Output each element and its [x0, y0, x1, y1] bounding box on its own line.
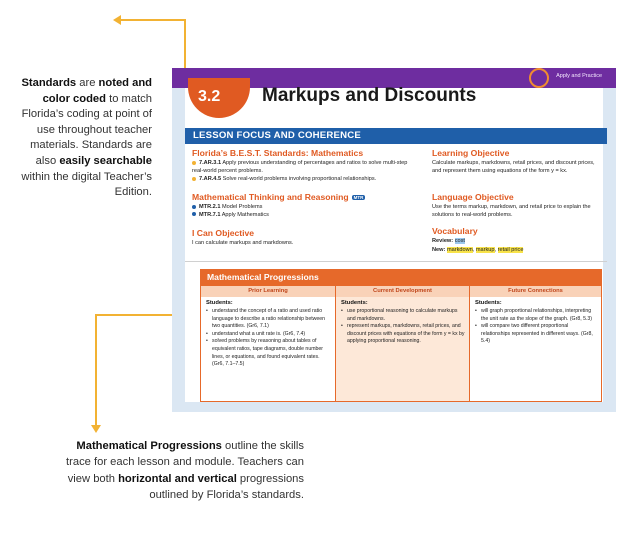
focus-title: LESSON FOCUS AND COHERENCE	[193, 130, 361, 141]
annotation-text: to match Florida’s coding at point of use throughout teacher materials.	[21, 92, 152, 152]
students-label: Students:	[475, 300, 502, 306]
current-development-list	[341, 308, 465, 346]
mtr-item	[192, 204, 420, 212]
list-item: • use proportional reasoning to calculate markups and markdowns.	[341, 308, 465, 323]
annotation-text: outline the skills trace for each lesson and module. Teachers can view both	[66, 440, 304, 485]
progressions-table	[200, 285, 602, 402]
review-label: Review:	[432, 238, 454, 244]
annotation-bold: easily searchable	[59, 154, 152, 167]
mtr-badge: MTR	[353, 195, 364, 201]
new-word: retail price	[497, 247, 524, 253]
list-item: • understand what a unit rate is. (Gr6, 7.4)	[206, 331, 331, 339]
standard-item	[192, 176, 420, 184]
list-item: • will graph proportional relationships, interpreting the unit rate as the slope of the graph. (Gr8, 5.3)	[475, 308, 597, 323]
mtr-item	[192, 212, 420, 220]
learning-objective-text: Calculate markups, markdowns, retail prices, and discount prices, and represent them using equations of the form y = kx.	[432, 160, 595, 174]
annotation-bold: noted and color coded	[42, 77, 152, 105]
vocabulary-review	[432, 238, 604, 246]
list-item: • represent markups, markdowns, retail prices, and discount prices with equations of the form y = kx by applying proportional reasoning.	[341, 323, 465, 346]
vocabulary-heading: Vocabulary	[432, 226, 478, 236]
prior-learning-list	[206, 308, 331, 369]
mtr-text: Apply Mathematics	[220, 211, 269, 218]
standard-code: 7.AR.4.5	[199, 176, 222, 183]
mtr-list	[192, 204, 420, 219]
standard-text: Solve real-world problems involving proportional relationships.	[221, 176, 377, 183]
standard-text: Apply previous understanding of percentages and ratios to solve multi-step real-world percent problems.	[192, 160, 408, 174]
can-objective-text: I can calculate markups and markdowns.	[192, 240, 294, 246]
lesson-number: 3.2	[198, 88, 221, 105]
annotation-bold: Standards	[21, 77, 77, 89]
new-separator: ,	[494, 247, 498, 253]
arrow-left-icon	[113, 15, 121, 25]
column-header: Future Connections	[470, 286, 601, 297]
column-header: Current Development	[336, 286, 469, 297]
standards-list	[192, 160, 420, 184]
mtr-text: Model Problems	[220, 204, 263, 210]
current-development-column	[336, 286, 469, 401]
annotation-text: Standards are also	[35, 139, 152, 167]
bullet-icon	[192, 205, 196, 209]
column-header: Prior Learning	[201, 286, 335, 297]
annotation-bold: horizontal and vertical	[118, 472, 237, 485]
review-word: cost	[454, 238, 465, 244]
language-objective-text: Use the terms markup, markdown, and retail price to explain the solutions to real-world problems.	[432, 204, 591, 218]
prior-learning-column	[201, 286, 335, 401]
bullet-icon	[192, 212, 196, 216]
tab-circle-icon	[529, 68, 549, 88]
list-item: • will compare two different proportional relationships represented in different ways. (Gr8, 5.4)	[475, 323, 597, 346]
mtr-code: MTR.2.1	[199, 204, 221, 210]
future-connections-list	[475, 308, 597, 346]
list-item: • solved problems by reasoning about tables of equivalent ratios, tape diagrams, double number lines, or equations, and found equivalent rates. (Gr6, 7.1–7.5)	[206, 338, 331, 368]
apply-practice-tag: Apply and Practice	[556, 73, 602, 79]
bullet-icon	[192, 177, 196, 181]
connector-line	[95, 314, 97, 426]
lesson-title: Markups and Discounts	[262, 85, 477, 106]
can-objective-heading: I Can Objective	[192, 228, 255, 238]
students-label: Students:	[341, 300, 368, 306]
bullet-icon	[192, 161, 196, 165]
annotation-bold: Mathematical Progressions	[76, 440, 222, 452]
language-objective-heading: Language Objective	[432, 192, 514, 202]
standard-code: 7.AR.3.1	[199, 160, 222, 166]
progressions-title: Mathematical Progressions	[207, 272, 319, 282]
progressions-annotation	[60, 438, 304, 503]
mtr-code: MTR.7.1	[199, 211, 221, 218]
mtr-heading-text: Mathematical Thinking and Reasoning	[192, 192, 349, 202]
section-divider	[185, 261, 607, 262]
vocabulary-new	[432, 247, 604, 255]
new-word: markdown	[446, 247, 473, 253]
annotation-text: within the digital Teacher’s Edition.	[21, 170, 152, 199]
mtr-heading	[192, 192, 365, 202]
list-item: • understand the concept of a ratio and used ratio language to describe a ratio relationship between two quantities. (Gr6, 7.1)	[206, 308, 331, 331]
standards-heading: Florida’s B.E.S.T. Standards: Mathematics	[192, 148, 364, 158]
arrow-down-icon	[91, 425, 101, 433]
students-label: Students:	[206, 300, 233, 306]
new-label: New:	[432, 247, 446, 253]
new-word: markup	[475, 247, 495, 253]
learning-objective-heading: Learning Objective	[432, 148, 510, 158]
standards-annotation	[20, 76, 152, 201]
new-separator: ,	[472, 247, 476, 253]
annotation-text: progressions outlined by Florida’s standards.	[149, 472, 304, 501]
connector-line	[120, 19, 186, 21]
annotation-text: are	[76, 77, 99, 89]
standard-item	[192, 160, 420, 175]
future-connections-column	[470, 286, 601, 401]
